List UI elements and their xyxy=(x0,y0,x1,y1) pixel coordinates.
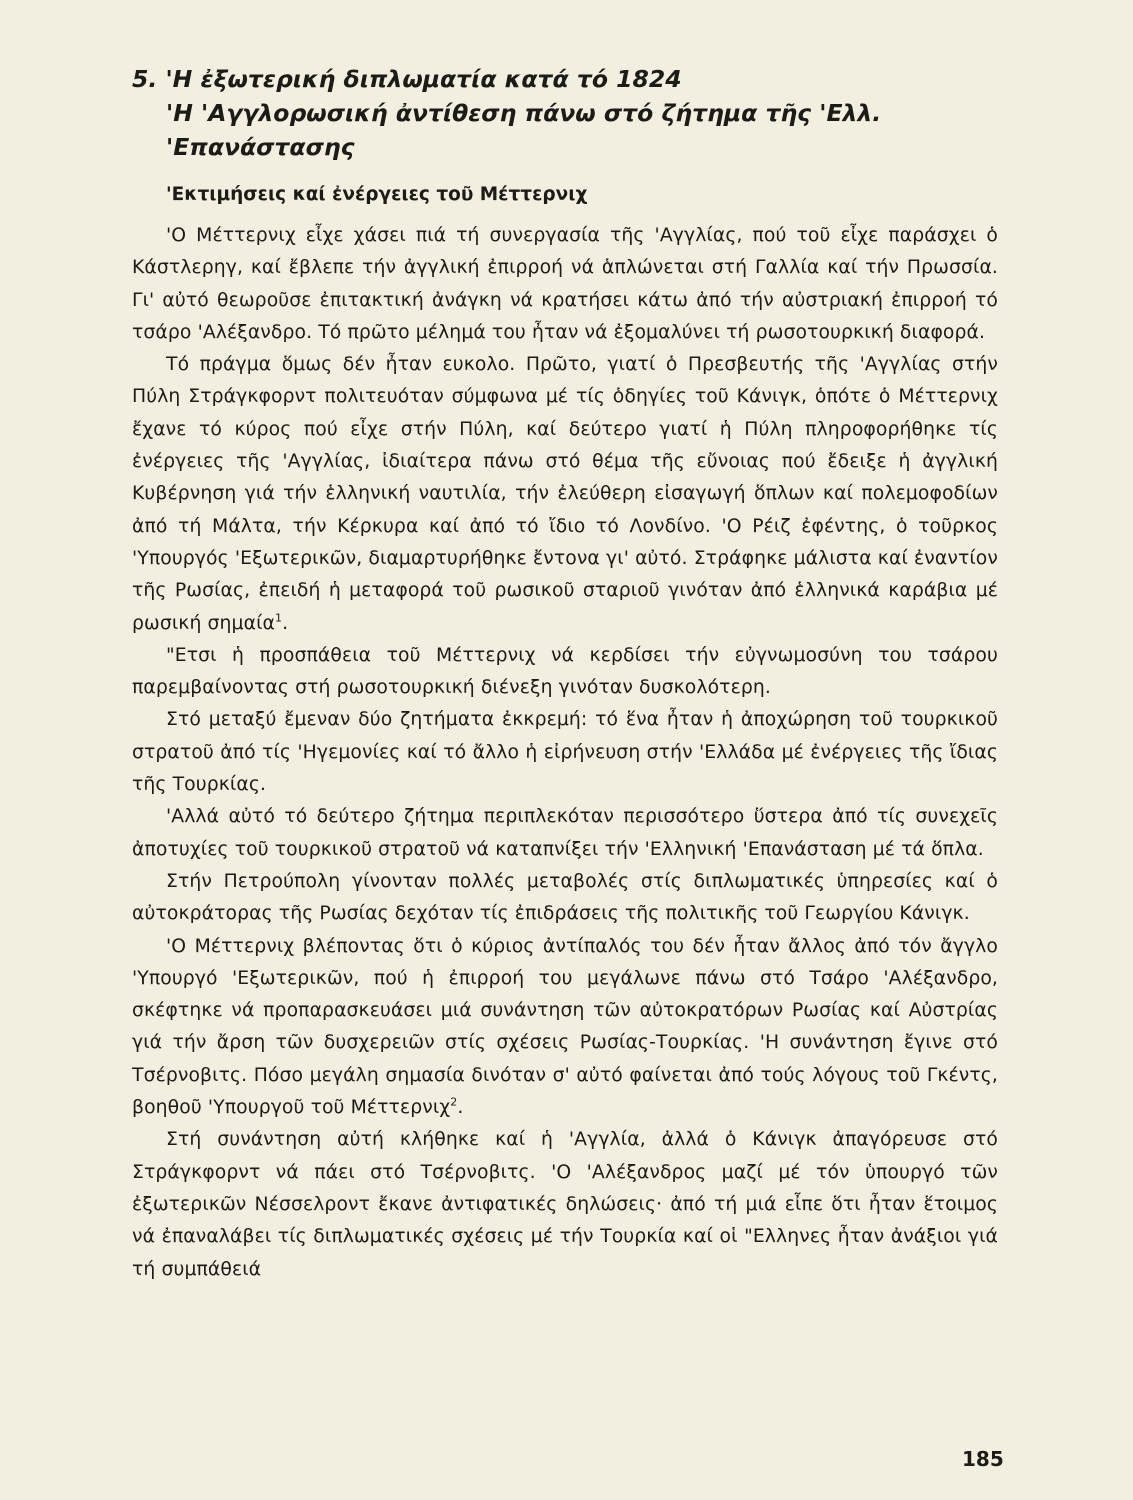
page-number: 185 xyxy=(962,1447,1004,1471)
paragraph-2-text: Τό πράγμα ὅμως δέν ἦταν ευκολο. Πρῶτο, γιατί ὁ Πρεσβευτής τῆς 'Αγγλίας στήν Πύλη Στράγκφορντ πολιτευόταν σύμφωνα μέ τίς ὁδηγίες τοῦ Κάνιγκ, ὁπότε ὁ Μέττερνιχ ἔχανε τό κύρος πού εἶχε στήν Πύλη, καί δεύτερο γιατί ἡ Πύλη πληροφορήθηκε τίς ἐνέργειες τῆς 'Αγγλίας, ἰδιαίτερα πάνω στό θέμα τῆς εὔνοιας πού ἔδειξε ἡ ἀγγλική Κυβέρνηση γιά τήν ἑλληνική ναυτιλία, τήν ἐλεύθερη εἰσαγωγή ὅπλων καί πολεμοφοδίων ἀπό τή Μάλτα, τήν Κέρκυρα καί ἀπό τό ἴδιο τό Λονδίνο. 'Ο Ρέιζ ἐφέντης, ὁ τοῦρκος 'Υπουργός 'Εξωτερικῶν, διαμαρτυρήθηκε ἔντονα γι' αὐτό. Στράφηκε μάλιστα καί ἐναντίον τῆς Ρωσίας, ἐπειδή ἡ μεταφορά τοῦ ρωσικοῦ σταριοῦ γινόταν ἀπό ἑλληνικά καράβια μέ ρωσική σημαία xyxy=(132,354,998,634)
paragraph-5: 'Αλλά αὐτό τό δεύτερο ζήτημα περιπλεκόταν περισσότερο ὕστερα ἀπό τίς συνεχεῖς ἀποτυχίες τοῦ τουρκικοῦ στρατοῦ νά καταπνίξει τήν 'Ελληνική 'Επανάσταση μέ τά ὅπλα. xyxy=(132,806,998,860)
paragraph-2-end: . xyxy=(282,612,289,634)
book-page xyxy=(132,62,998,1442)
paragraph-8: Στή συνάντηση αὐτή κλήθηκε καί ἡ 'Αγγλία, ἀλλά ὁ Κάνιγκ ἀπαγόρευσε στό Στράγκφορντ νά πάει στό Τσέρνοβιτς. 'Ο 'Αλέξανδρος μαζί μέ τόν ὑπουργό τῶν ἐξωτερικῶν Νέσσελροντ ἔκανε ἀντιφατικές δηλώσεις· ἀπό τή μιά εἶπε ὅτι ἦταν ἕτοιμος νά ἐπαναλάβει τίς διπλωματικές σχέσεις μέ τήν Τουρκία καί οἱ "Ελληνες ἦταν ἀνάξιοι γιά τή συμπάθειά xyxy=(132,1129,998,1280)
section-heading xyxy=(132,62,998,164)
footnote-mark-2: 2 xyxy=(450,1095,458,1109)
paragraph-1: 'Ο Μέττερνιχ εἶχε χάσει πιά τή συνεργασία τῆς 'Αγγλίας, πού τοῦ εἶχε παράσχει ὁ Κάστλερηγ, καί ἔβλεπε τήν ἀγγλική ἐπιρροή νά ἁπλώνεται στή Γαλλία καί τήν Πρωσσία. Γι' αὐτό θεωροῦσε ἐπιτακτική ἀνάγκη νά κρατήσει κάτω ἀπό τήν αὐστριακή ἐπιρροή τό τσάρο 'Αλέξανδρο. Τό πρῶτο μέλημά του ἦταν νά ἐξομαλύνει τή ρωσοτουρκική διαφορά. xyxy=(132,225,998,343)
subsection-heading: 'Εκτιμήσεις καί ἐνέργειες τοῦ Μέττερνιχ xyxy=(166,184,588,205)
heading-line-2: 'Η 'Αγγλορωσική ἀντίθεση πάνω στό ζήτημα τῆς 'Ελλ. xyxy=(166,99,882,127)
paragraph-4: Στό μεταξύ ἔμεναν δύο ζητήματα ἐκκρεμή: τό ἕνα ἦταν ἡ ἀποχώρηση τοῦ τουρκικοῦ στρατοῦ ἀπό τίς 'Ηγεμονίες καί τό ἄλλο ἡ εἰρήνευση στήν 'Ελλάδα μέ ἐνέργειες τῆς ἴδιας τῆς Τουρκίας. xyxy=(132,709,998,796)
footnote-mark-1: 1 xyxy=(275,611,283,625)
paragraph-3: "Ετσι ἡ προσπάθεια τοῦ Μέττερνιχ νά κερδίσει τήν εὐγνωμοσύνη του τσάρου παρεμβαίνοντας στή ρωσοτουρκική διένεξη γινόταν δυσκολότερη. xyxy=(132,644,998,699)
paragraph-7 xyxy=(132,931,998,1125)
body-text xyxy=(132,220,998,1286)
paragraph-2 xyxy=(132,349,998,640)
paragraph-6: Στήν Πετρούπολη γίνονταν πολλές μεταβολές στίς διπλωματικές ὑπηρεσίες καί ὁ αὐτοκράτορας τῆς Ρωσίας δεχόταν τίς ἐπιδράσεις τῆς πολιτικῆς τοῦ Γεωργίου Κάνιγκ. xyxy=(132,870,998,925)
paragraph-7-text: 'Ο Μέττερνιχ βλέποντας ὅτι ὁ κύριος ἀντίπαλός του δέν ἦταν ἄλλος ἀπό τόν ἄγγλο 'Υπουργό 'Εξωτερικῶν, πού ἡ ἐπιρροή του μεγάλωνε πάνω στό Τσάρο 'Αλέξανδρο, σκέφτηκε νά προπαρασκευάσει μιά συνάντηση τῶν αὐτοκρατόρων Ρωσίας καί Αὐστρίας γιά τήν ἄρση τῶν δυσχερειῶν στίς σχέσεις Ρωσίας-Τουρκίας. 'Η συνάντηση ἔγινε στό Τσέρνοβιτς. Πόσο μεγάλη σημασία δινόταν σ' αὐτό φαίνεται ἀπό τούς λόγους τοῦ Γκέντς, βοηθοῦ 'Υπουργοῦ τοῦ Μέττερνιχ xyxy=(132,935,998,1119)
paragraph-7-end: . xyxy=(457,1097,464,1119)
heading-line-1: 5. 'Η ἐξωτερική διπλωματία κατά τό 1824 xyxy=(132,65,682,93)
heading-line-3: 'Επανάστασης xyxy=(166,133,355,161)
